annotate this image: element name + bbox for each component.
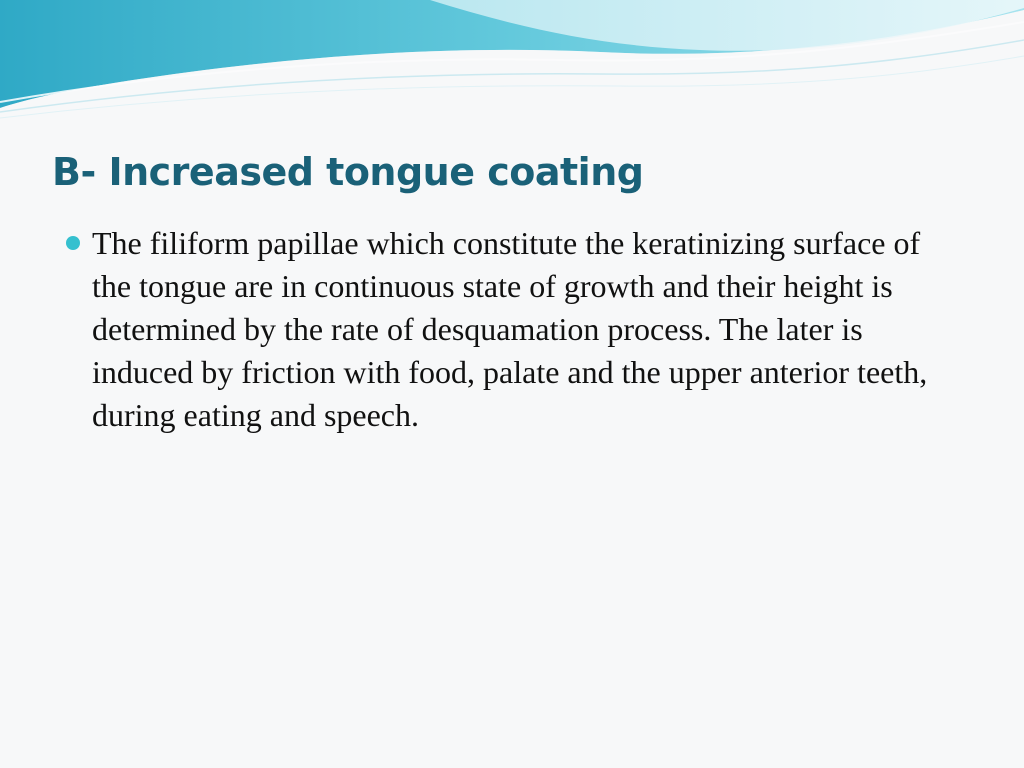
bullet-dot-icon xyxy=(66,236,80,250)
wave-header-decoration xyxy=(0,0,1024,120)
bullet-list xyxy=(64,222,944,437)
bullet-text: The filiform papillae which constitute the keratinizing surface of the tongue are in continuous state of growth and their height is determined by the rate of desquamation process. The later is induced by friction with food, palate and the upper anterior teeth, during eating and speech. xyxy=(92,225,928,433)
bullet-item xyxy=(64,222,944,437)
slide-title: B- Increased tongue coating xyxy=(52,150,644,194)
